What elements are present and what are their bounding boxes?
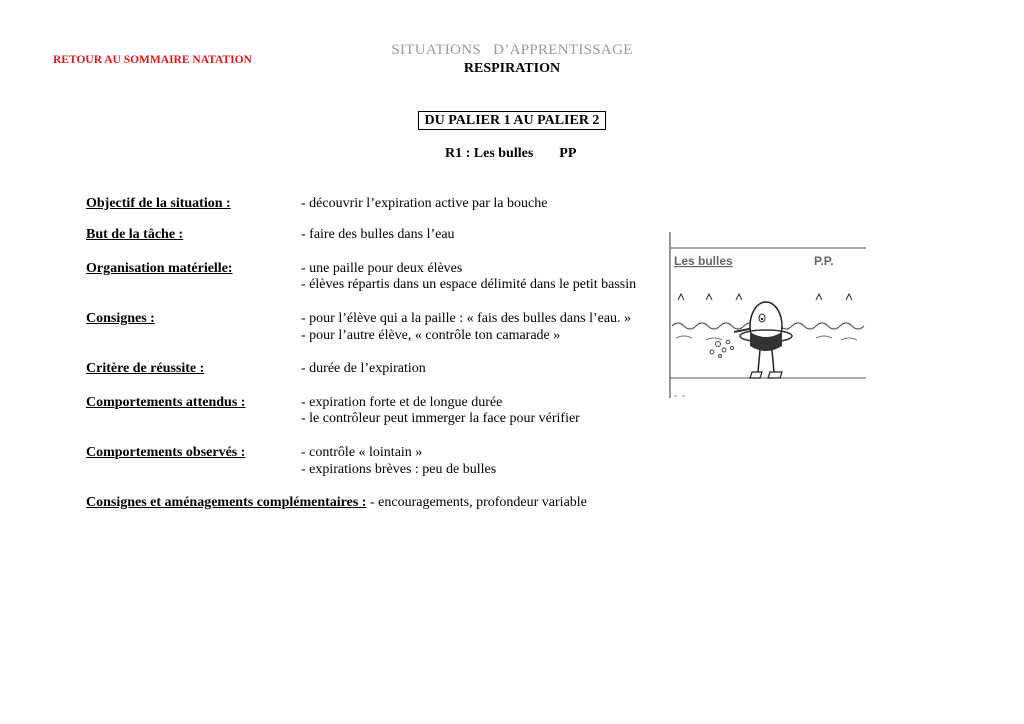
objective-line-1: - découvrir l’expiration active par la bouche bbox=[301, 196, 548, 211]
instructions-label: Consignes : bbox=[86, 311, 155, 326]
instructions-line-2: - pour l’autre élève, « contrôle ton camarade » bbox=[301, 328, 561, 343]
goal-label: But de la tâche : bbox=[86, 227, 184, 242]
complementary-row bbox=[86, 495, 587, 511]
expected-line-1: - expiration forte et de longue durée bbox=[301, 395, 503, 410]
section-title-text: SITUATIONS D’APPRENTISSAGE bbox=[391, 42, 633, 58]
observed-line-1: - contrôle « lointain » bbox=[301, 445, 423, 460]
page-title: RESPIRATION bbox=[463, 61, 561, 76]
level-box: DU PALIER 1 AU PALIER 2 bbox=[418, 111, 606, 130]
character-leg-right bbox=[772, 350, 774, 372]
exercise-tag: PP bbox=[559, 146, 577, 161]
goal-line-1: - faire des bulles dans l’eau bbox=[301, 227, 455, 242]
success-line-1: - durée de l’expiration bbox=[301, 361, 426, 376]
observed-label: Comportements observés : bbox=[86, 445, 246, 460]
material-label: Organisation matérielle: bbox=[86, 261, 233, 276]
complementary-value: - encouragements, profondeur variable bbox=[366, 495, 587, 510]
bubbles-illustration bbox=[666, 228, 870, 400]
character-foot-left bbox=[750, 372, 762, 378]
character-foot-right bbox=[768, 372, 782, 378]
exercise-code-name: R1 : Les bulles bbox=[445, 146, 534, 161]
instructions-line-1: - pour l’élève qui a la paille : « fais des bulles dans l’eau. » bbox=[301, 311, 632, 326]
back-to-summary-link[interactable]: RETOUR AU SOMMAIRE NATATION bbox=[53, 54, 252, 66]
material-line-2: - élèves répartis dans un espace délimité dans le petit bassin bbox=[301, 277, 637, 292]
material-line-1: - une paille pour deux élèves bbox=[301, 261, 463, 276]
illustration-caption: Les bulles bbox=[674, 254, 733, 268]
objective-label: Objectif de la situation : bbox=[86, 196, 231, 211]
exercise-title bbox=[445, 146, 576, 162]
complementary-label: Consignes et aménagements complémentaires : bbox=[86, 495, 367, 510]
bubbles bbox=[710, 340, 734, 357]
illustration-tag: P.P. bbox=[814, 254, 834, 268]
observed-line-2: - expirations brèves : peu de bulles bbox=[301, 462, 497, 477]
section-title bbox=[0, 42, 1024, 59]
success-label: Critère de réussite : bbox=[86, 361, 205, 376]
expected-line-2: - le contrôleur peut immerger la face pour vérifier bbox=[301, 411, 580, 426]
pool-marks bbox=[678, 294, 852, 300]
character-leg-left bbox=[758, 350, 760, 372]
expected-label: Comportements attendus : bbox=[86, 395, 246, 410]
